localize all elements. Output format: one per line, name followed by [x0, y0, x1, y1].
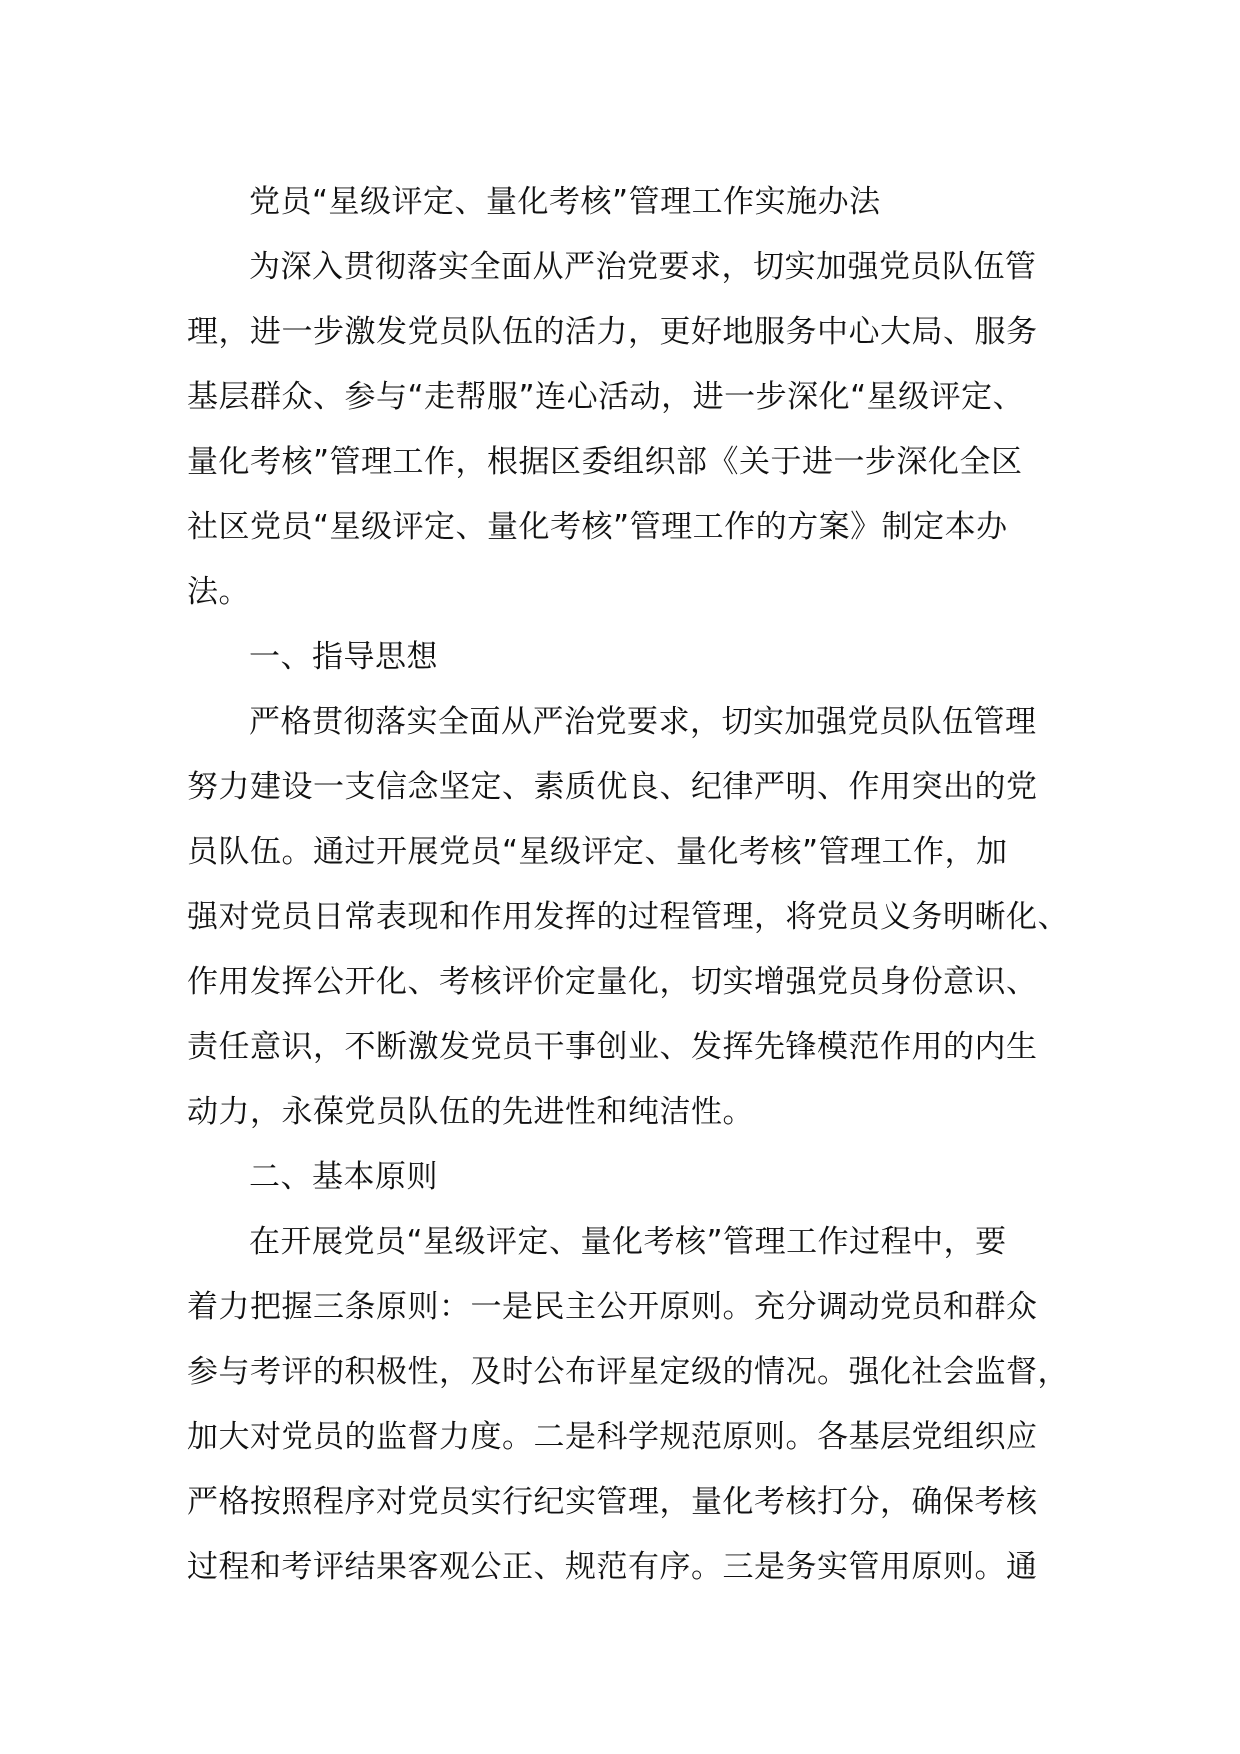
paragraph-line: 基层群众、参与“走帮服”连心活动，进一步深化“星级评定、 — [187, 379, 1025, 415]
document-body — [187, 170, 1075, 1600]
paragraph-line: 努力建设一支信念坚定、素质优良、纪律严明、作用突出的党 — [187, 769, 1038, 805]
paragraph-line: 法。 — [187, 574, 250, 610]
section-heading: 二、基本原则 — [249, 1159, 438, 1195]
paragraph-line: 参与考评的积极性，及时公布评星定级的情况。强化社会监督， — [187, 1354, 1069, 1390]
paragraph-line: 量化考核”管理工作，根据区委组织部《关于进一步深化全区 — [187, 444, 1023, 480]
section-heading: 一、指导思想 — [249, 639, 438, 675]
paragraph-line: 动力，永葆党员队伍的先进性和纯洁性。 — [187, 1094, 754, 1130]
paragraph-line: 严格按照程序对党员实行纪实管理，量化考核打分，确保考核 — [187, 1484, 1038, 1520]
paragraph-line: 作用发挥公开化、考核评价定量化，切实增强党员身份意识、 — [187, 964, 1038, 1000]
paragraph-line: 员队伍。通过开展党员“星级评定、量化考核”管理工作，加 — [187, 834, 1008, 870]
paragraph-line: 加大对党员的监督力度。二是科学规范原则。各基层党组织应 — [187, 1419, 1038, 1455]
paragraph-line: 理，进一步激发党员队伍的活力，更好地服务中心大局、服务 — [187, 314, 1038, 350]
paragraph-line: 着力把握三条原则：一是民主公开原则。充分调动党员和群众 — [187, 1289, 1038, 1325]
paragraph-line: 社区党员“星级评定、量化考核”管理工作的方案》制定本办 — [187, 509, 1008, 545]
paragraph-line: 强对党员日常表现和作用发挥的过程管理，将党员义务明晰化、 — [187, 899, 1069, 935]
paragraph-line: 为深入贯彻落实全面从严治党要求，切实加强党员队伍管 — [249, 249, 1037, 285]
document-title: 党员“星级评定、量化考核”管理工作实施办法 — [249, 184, 881, 220]
paragraph-line: 严格贯彻落实全面从严治党要求，切实加强党员队伍管理 — [249, 704, 1037, 740]
paragraph-line: 责任意识，不断激发党员干事创业、发挥先锋模范作用的内生 — [187, 1029, 1038, 1065]
paragraph-line: 在开展党员“星级评定、量化考核”管理工作过程中，要 — [249, 1224, 1007, 1260]
paragraph-line: 过程和考评结果客观公正、规范有序。三是务实管用原则。通 — [187, 1549, 1038, 1585]
